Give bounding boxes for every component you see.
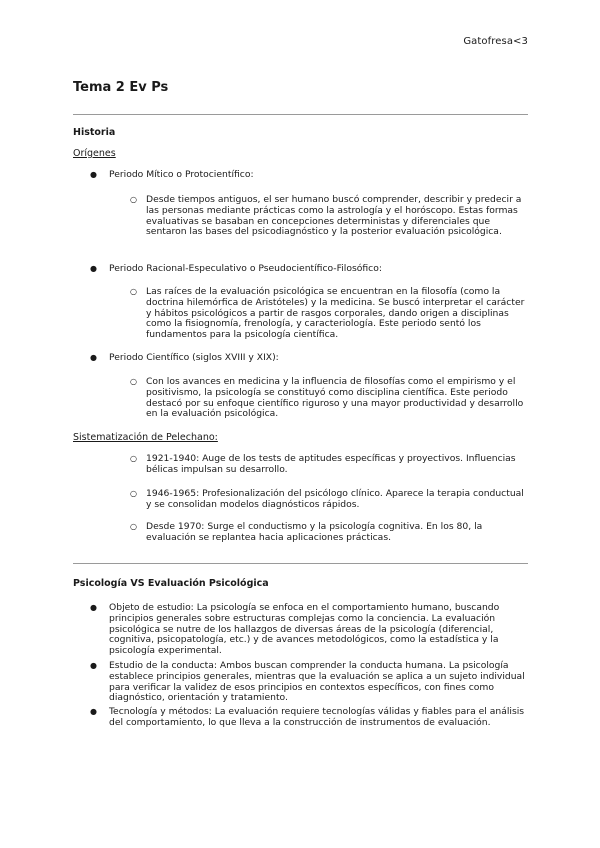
period-detail-text: Con los avances en medicina y la influencia de filosofías como el empirismo y el positivismo, la psicología se constituyó como disciplina científica. Este periodo destacó por su enfoque científico riguroso y una mayor productividad y desarrollo en la evaluación psicológica. [146, 376, 524, 420]
circle-bullet-icon: ○ [130, 377, 137, 386]
comparison-item [90, 707, 530, 729]
period-name: Periodo Racional-Especulativo o Pseudocientífico-Filosófico: [109, 263, 382, 274]
circle-bullet-icon: ○ [130, 522, 137, 531]
bullet-icon: ● [90, 264, 97, 273]
comparison-item [90, 661, 530, 704]
comparison-item [90, 603, 530, 657]
bullet-icon: ● [90, 353, 97, 362]
circle-bullet-icon: ○ [130, 287, 137, 296]
document-title: Tema 2 Ev Ps [73, 80, 169, 95]
pelechano-item [130, 454, 530, 476]
author-header: Gatofresa<3 [463, 36, 528, 47]
period-detail-text: Las raíces de la evaluación psicológica se encuentran en la filosofía (como la doctrina hilemórfica de Aristóteles) y la medicina. Se buscó interpretar el carácter y hábitos psicológicos a partir de rasgos corporales, dando origen a disciplinas como la fisiognomía, frenología, y caracteriología. Este periodo sentó los fundamentos para la psicología científica. [146, 286, 525, 341]
subheading-origenes: Orígenes [73, 148, 116, 159]
period-detail-text: Desde tiempos antiguos, el ser humano buscó comprender, describir y predecir a las personas mediante prácticas como la astrología y el horóscopo. Estas formas evaluativas se basaban en concepciones deterministas y diferenciales que sentaron las bases del psicodiagnóstico y la posterior evaluación psicológica. [146, 194, 522, 238]
section-heading-comparacion: Psicología VS Evaluación Psicológica [73, 578, 269, 589]
pelechano-item [130, 489, 530, 511]
divider-1 [73, 114, 528, 115]
period-name: Periodo Científico (siglos XVIII y XIX): [109, 352, 279, 363]
bullet-icon: ● [90, 170, 97, 179]
circle-bullet-icon: ○ [130, 195, 137, 204]
comparison-text: Estudio de la conducta: Ambos buscan comprender la conducta humana. La psicología establece principios generales, mientras que la evaluación se aplica a un sujeto individual para verificar la validez de esos principios en contextos específicos, con fines como diagnóstico, orientación y tratamiento. [109, 660, 525, 704]
pelechano-text: 1946-1965: Profesionalización del psicólogo clínico. Aparece la terapia conductual y se consolidan modelos diagnósticos rápidos. [146, 488, 524, 510]
period-item [90, 264, 530, 275]
period-item [90, 353, 530, 364]
bullet-icon: ● [90, 661, 97, 670]
period-detail [130, 287, 530, 341]
subheading-pelechano: Sistematización de Pelechano: [73, 432, 218, 443]
section-heading-historia: Historia [73, 127, 116, 138]
comparison-text: Tecnología y métodos: La evaluación requiere tecnologías válidas y fiables para el análisis del comportamiento, lo que lleva a la construcción de instrumentos de evaluación. [109, 706, 525, 728]
circle-bullet-icon: ○ [130, 454, 137, 463]
divider-2 [73, 563, 528, 564]
period-detail [130, 377, 530, 420]
pelechano-text: 1921-1940: Auge de los tests de aptitudes específicas y proyectivos. Influencias bélicas impulsan su desarrollo. [146, 453, 516, 475]
pelechano-text: Desde 1970: Surge el conductismo y la psicología cognitiva. En los 80, la evaluación se replantea hacia aplicaciones prácticas. [146, 521, 483, 543]
period-item [90, 170, 530, 181]
circle-bullet-icon: ○ [130, 489, 137, 498]
period-name: Periodo Mítico o Protocientífico: [109, 169, 254, 180]
bullet-icon: ● [90, 707, 97, 716]
period-detail [130, 195, 530, 238]
comparison-text: Objeto de estudio: La psicología se enfoca en el comportamiento humano, buscando principios generales sobre estructuras complejas como la conciencia. La evaluación psicológica se nutre de los hallazgos de diversas áreas de la psicología (diferencial, cognitiva, psicopatología, etc.) y de avances metodológicos, como la estadística y la psicología experimental. [109, 602, 500, 657]
bullet-icon: ● [90, 603, 97, 612]
pelechano-item [130, 522, 530, 544]
